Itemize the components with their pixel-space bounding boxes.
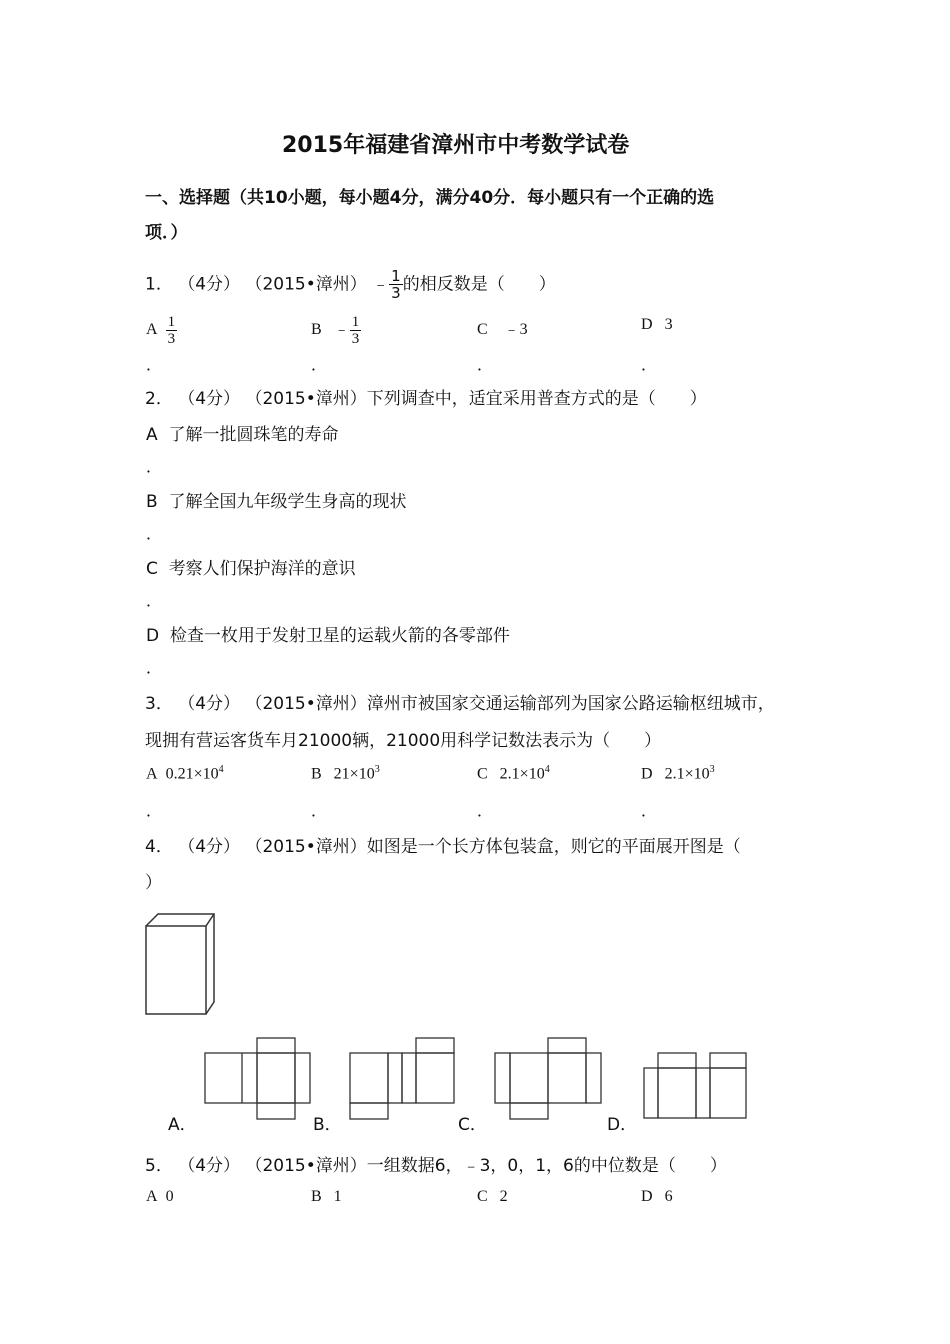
q4-option-a-label: A． (168, 1115, 197, 1135)
q1-option-b[interactable]: B ﹣ $\frac{1}{3}$ (311, 314, 360, 347)
stem-prefix: ﹣ (372, 274, 390, 295)
box-front-face (146, 926, 206, 1014)
question-source: （2015•漳州） (245, 1156, 367, 1176)
stem-fraction: $\frac{1}{3}$ (391, 267, 401, 302)
question-2 (145, 384, 707, 409)
question-1 (145, 268, 556, 301)
q2-option-d[interactable]: D 检查一枚用于发射卫星的运载火箭的各零部件 (146, 626, 510, 646)
question-number: 5． (145, 1156, 173, 1176)
q3-option-c[interactable]: C $2.1\times 10^4$ (477, 764, 550, 783)
q3-option-d[interactable]: D $2.1\times 10^3$ (641, 764, 715, 783)
question-4-cont: ） (145, 873, 162, 893)
question-points: （4分） (178, 1156, 241, 1176)
option-dot: ． (477, 355, 494, 374)
q2-option-c[interactable]: C 考察人们保护海洋的意识 (146, 559, 356, 579)
page-title: 2015年福建省漳州市中考数学试卷 (282, 133, 630, 158)
question-stem: 漳州市被国家交通运输部列为国家公路运输枢纽城市， (366, 694, 775, 714)
q4-option-d-net[interactable] (643, 1052, 749, 1122)
question-points: （4分） (178, 837, 241, 857)
q1-option-c[interactable]: C ﹣3 (477, 321, 528, 338)
option-fraction: $\frac{1}{3}$ (167, 314, 176, 347)
box-back-edges (146, 914, 214, 1014)
box-figure (140, 910, 222, 1018)
option-dot: ． (146, 591, 163, 610)
q1-option-d[interactable]: D 3 (641, 316, 673, 333)
option-fraction: $\frac{1}{3}$ (351, 314, 360, 347)
q5-option-b[interactable]: B 1 (311, 1188, 342, 1205)
q4-option-c-label: C． (458, 1115, 487, 1135)
section-heading: 一、选择题（共10小题，每小题4分，满分40分．每小题只有一个正确的选 (145, 188, 715, 208)
q5-option-d[interactable]: D 6 (641, 1188, 673, 1205)
question-stem: 下列调查中，适宜采用普查方式的是（ ） (366, 389, 707, 409)
q4-option-c-net[interactable] (494, 1037, 602, 1121)
q4-option-b-label: B． (313, 1115, 342, 1135)
q5-option-c[interactable]: C 2 (477, 1188, 508, 1205)
question-source: （2015•漳州） (245, 694, 367, 714)
question-points: （4分） (178, 694, 241, 714)
option-dot: ． (311, 355, 328, 374)
question-source: （2015•漳州） (245, 837, 367, 857)
q2-option-b[interactable]: B 了解全国九年级学生身高的现状 (146, 492, 407, 512)
option-dot: ． (641, 355, 658, 374)
question-3 (145, 689, 775, 714)
question-number: 3． (145, 694, 173, 714)
option-dot: ． (477, 801, 494, 820)
option-dot: ． (146, 524, 163, 543)
question-number: 1． (145, 274, 173, 295)
option-dot: ． (146, 457, 163, 476)
section-heading-cont: 项．） (145, 223, 188, 243)
question-number: 4． (145, 837, 173, 857)
option-dot: ． (146, 355, 163, 374)
q4-option-a-net[interactable] (204, 1037, 312, 1121)
question-source: （2015•漳州） (245, 389, 367, 409)
q5-option-a[interactable]: A 0 (146, 1188, 174, 1205)
question-stem: 一组数据6，﹣3，0，1，6的中位数是（ ） (366, 1156, 727, 1176)
box-top-edge (206, 914, 214, 926)
option-dot: ． (641, 801, 658, 820)
question-stem: 如图是一个长方体包装盒，则它的平面展开图是（ (366, 837, 741, 857)
question-4 (145, 832, 741, 857)
q3-option-b[interactable]: B $21\times 10^3$ (311, 764, 380, 783)
question-source: （2015•漳州） (245, 274, 367, 295)
q4-option-d-label: D． (607, 1115, 638, 1135)
question-3-cont: 现拥有营运客货车月21000辆，21000用科学记数法表示为（ ） (145, 731, 662, 751)
option-dot: ． (146, 658, 163, 677)
question-number: 2． (145, 389, 173, 409)
q4-option-b-net[interactable] (349, 1037, 457, 1121)
question-points: （4分） (178, 274, 241, 295)
question-5 (145, 1151, 727, 1176)
q1-option-a[interactable]: A $\frac{1}{3}$ (146, 314, 176, 347)
question-points: （4分） (178, 389, 241, 409)
option-dot: ． (311, 801, 328, 820)
q2-option-a[interactable]: A 了解一批圆珠笔的寿命 (146, 425, 339, 445)
stem-suffix: 的相反数是（ ） (402, 274, 556, 295)
q3-option-a[interactable]: A $0.21\times 10^4$ (146, 764, 224, 783)
option-dot: ． (146, 801, 163, 820)
